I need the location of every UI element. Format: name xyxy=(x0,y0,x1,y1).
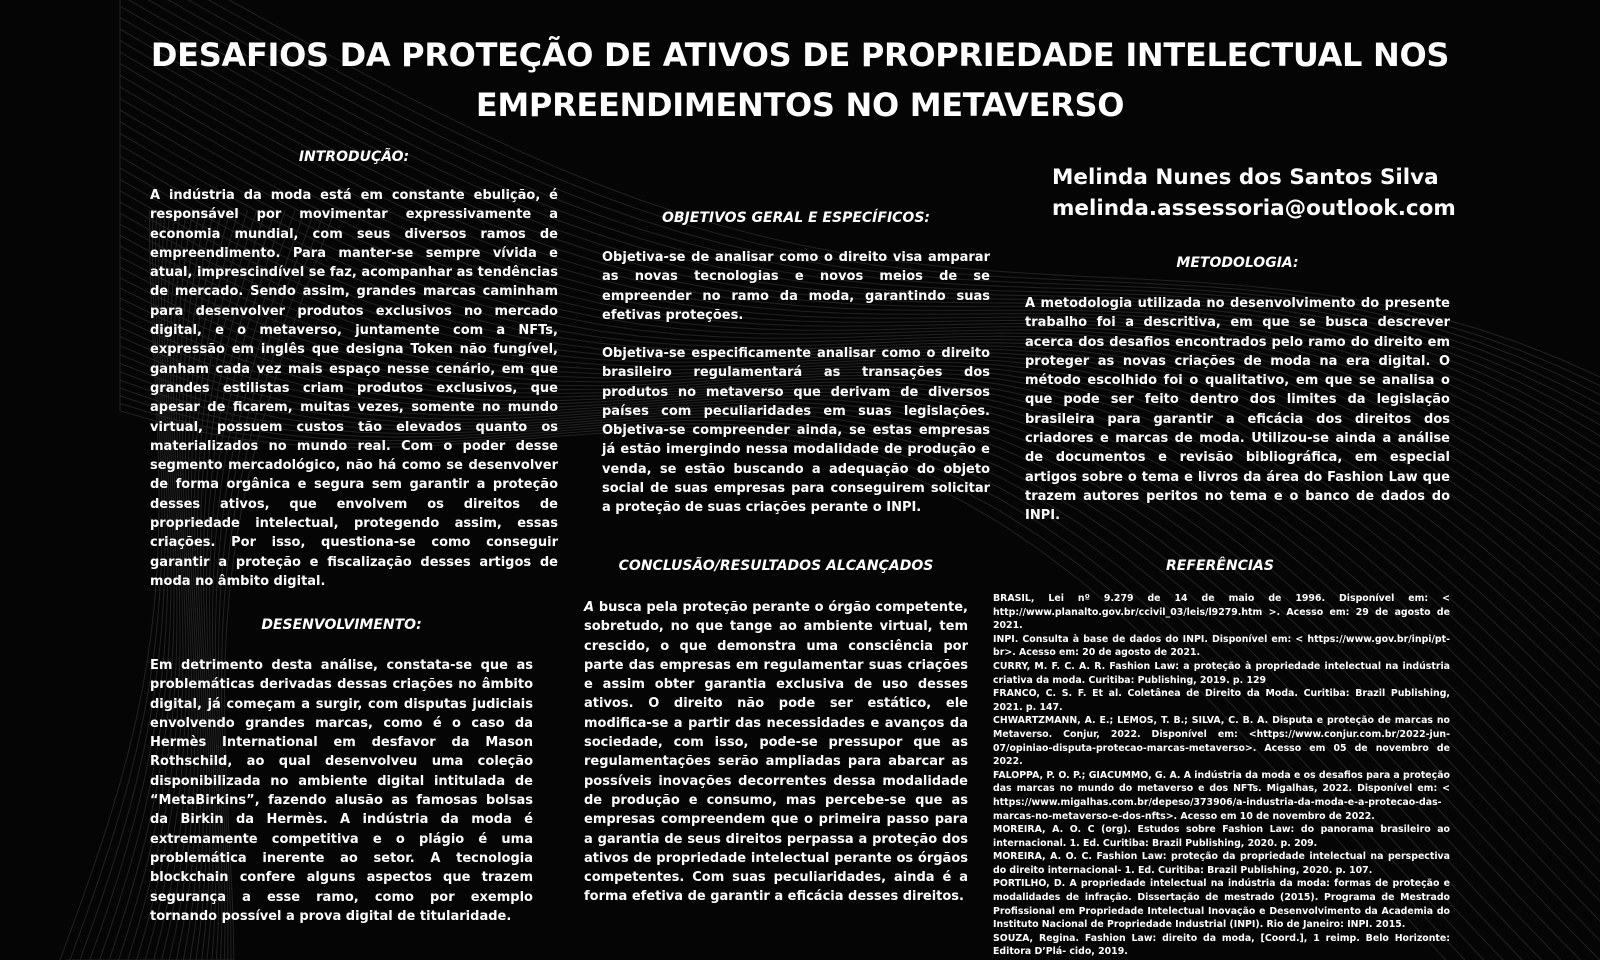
reference-item: CHWARTZMANN, A. E.; LEMOS, T. B.; SILVA, C. B. A. Disputa e proteção de marcas no Metaverso. Conjur, 2022. Disponível em: <https://www.conjur.com.br/2022-jun-07/opiniao-disputa-protecao-marcas-metaverso>. Acesso em 05 de novembro de 2022. xyxy=(993,715,1450,768)
introducao-text: A indústria da moda está em constante ebulição, é responsável por movimentar expressivamente a economia mundial, com seus diversos ramos de empreendimento. Para manter-se sempre vívida e atual, imprescindível se faz, acompanhar as tendências de mercado. Sendo assim, grandes marcas caminham para desenvolver produtos exclusivos no mercado digital, e o metaverso, juntamente com a NFTs, expressão em inglês que designa Token não fungível, ganham cada vez mais espaço nesse cenário, em que grandes estilistas criam produtos exclusivos, que apesar de ficarem, muitas vezes, somente no mundo virtual, possuem custos tão elevados quanto os materializados no mundo real. Com o poder desse segmento mercadológico, não há como se desenvolver de forma orgânica e segura sem garantir a proteção desses ativos, que envolvem os direitos de propriedade intelectual, protegendo assim, essas criações. Por isso, questiona-se como conseguir garantir a proteção e fiscalização desses artigos de moda no âmbito digital. xyxy=(150,188,558,589)
author-name: Melinda Nunes dos Santos Silva xyxy=(1052,165,1439,190)
metodologia-text: A metodologia utilizada no desenvolvimento do presente trabalho foi a descritiva, em que se busca descrever acerca dos desafios encontrados pelo ramo do direito em proteger as novas criações de moda na era digital. O método escolhido foi o qualitativo, em que se analisa o que pode ser feito dentro dos limites da legislação brasileira para garantir a eficácia dos direitos dos criadores e marcas de moda. Utilizou-se ainda a análise de documentos e revisão bibliográfica, em especial artigos sobre o tema e livros da área do Fashion Law que trazem autores peritos no tema e o banco de dados do INPI. xyxy=(1025,296,1450,524)
objetivos-heading: OBJETIVOS GERAL E ESPECÍFICOS: xyxy=(661,210,931,226)
desenvolvimento-heading: DESENVOLVIMENTO: xyxy=(261,617,422,633)
reference-item: CURRY, M. F. C. A. R. Fashion Law: a proteção à propriedade intelectual na indústria criativa da moda. Curitiba: Publishing, 2019. p. 129 xyxy=(993,660,1450,686)
author-email: melinda.assessoria@outlook.com xyxy=(1052,196,1456,221)
conclusao-body: busca pela proteção perante o órgão competente, sobretudo, no que tange ao ambiente virtual, tem crescido, o que demonstra uma consciência por parte das empresas em regulamentar suas criações e assim obter garantia exclusiva de uso desses ativos. O direito não pode ser estático, ele modifica-se a partir das necessidades e avanços da sociedade, com isso, pode-se pressupor que as regulamentações serão ampliadas para abarcar as possíveis inovações decorrentes dessa modalidade de produção e consumo, mas percebe-se que as empresas compreendem que o primeira passo para a garantia de seus direitos perpassa a proteção dos ativos de propriedade intelectual perante os órgãos competentes. Com suas peculiaridades, ainda é a forma efetiva de garantir a eficácia desses direitos. xyxy=(584,600,968,905)
reference-item: SOUZA, Regina. Fashion Law: direito da moda, [Coord.], 1 reimp. Belo Horizonte: Editora D’Plá- cido, 2019. xyxy=(993,932,1450,958)
metodologia-heading: METODOLOGIA: xyxy=(1176,255,1299,271)
author-block xyxy=(1052,162,1456,224)
conclusao-heading: CONCLUSÃO/RESULTADOS ALCANÇADOS xyxy=(618,558,934,574)
objetivos-text-geral: Objetiva-se de analisar como o direito visa amparar as novas tecnologias e novos meios de se empreender no ramo da moda, garantindo suas efetivas proteções. xyxy=(602,250,990,323)
introducao-heading: INTRODUÇÃO: xyxy=(298,149,410,165)
conclusao-text xyxy=(584,598,968,907)
referencias-heading: REFERÊNCIAS xyxy=(1166,558,1274,574)
wave-line xyxy=(66,210,162,960)
objetivos-text-especificos: Objetiva-se especificamente analisar como o direito brasileiro regulamentará as transações dos produtos no metaverso que derivam de diversos países com peculiaridades em suas legislações. Objetiva-se compreender ainda, se estas empresas já estão imergindo nessa modalidade de produção e venda, se estão buscando a adequação do objeto social de suas empresas para conseguirem solicitar a proteção de suas criações perante o INPI. xyxy=(602,346,990,516)
reference-item: MOREIRA, A. O. C (org). Estudos sobre Fashion Law: do panorama brasileiro ao internacional. 1. Ed. Curitiba: Brazil Publishing, 2020. p. 209. xyxy=(993,824,1450,849)
reference-item: INPI. Consulta à base de dados do INPI. Disponível em: < https://www.gov.br/inpi/pt-br>. Acesso em: 20 de agosto de 2021. xyxy=(993,633,1450,659)
conclusao-lead-letter: A xyxy=(584,600,595,615)
reference-item: FRANCO, C. S. F. Et al. Coletânea de Direito da Moda. Curitiba: Brazil Publishing, 2021. p. 147. xyxy=(993,688,1450,713)
poster-title: DESAFIOS DA PROTEÇÃO DE ATIVOS DE PROPRIEDADE INTELECTUAL NOS EMPREENDIMENTOS NO METAVERSO xyxy=(150,36,1450,124)
reference-item: BRASIL, Lei nº 9.279 de 14 de maio de 1996. Disponível em: < http://www.planalto.gov.br/ccivil_03/leis/l9279.htm >. Acesso em: 29 de agosto de 2021. xyxy=(993,593,1450,632)
reference-item: MOREIRA, A. O. C. Fashion Law: proteção da propriedade intelectual na perspectiva do direito internacional- 1. Ed. Curitiba: Brazil Publishing, 2020. p. 107. xyxy=(993,851,1450,876)
referencias-list xyxy=(993,592,1450,959)
desenvolvimento-text: Em detrimento desta análise, constata-se que as problemáticas derivadas dessas criações no âmbito digital, já começam a surgir, com disputas judiciais envolvendo grandes marcas, como é o caso da Hermès International em desfavor da Mason Rothschild, ao qual desenvolveu uma coleção disponibilizada no ambiente digital intitulada de “MetaBirkins”, fazendo alusão as famosas bolsas da Birkin da Hermès. A indústria da moda é extremamente competitiva e o plágio é uma problemática inerente ao setor. A tecnologia blockchain confere alguns aspectos que trazem segurança a esse ramo, como por exemplo tornando possível a prova digital de titularidade. xyxy=(150,658,533,924)
reference-item: FALOPPA, P. O. P.; GIACUMMO, G. A. A indústria da moda e os desafios para a proteção das marcas no mundo do metaverso e dos NFTs. Migalhas, 2022. Disponível em: < https://www.migalhas.com.br/depeso/373906/a-industria-da-moda-e-a-protecao-das-marcas-no-metaverso-e-dos-nfts>. Acesso em 10 de novembro de 2022. xyxy=(993,769,1450,822)
reference-item: PORTILHO, D. A propriedade intelectual na indústria da moda: formas de proteção e modalidades de infração. Dissertação de mestrado (2015). Programa de Mestrado Profissional em Propriedade Intelectual Inovação e Desenvolvimento da Academia do Instituto Nacional de Propriedade Industrial (INPI). Rio de Janeiro: INPI. 2015. xyxy=(993,878,1450,931)
